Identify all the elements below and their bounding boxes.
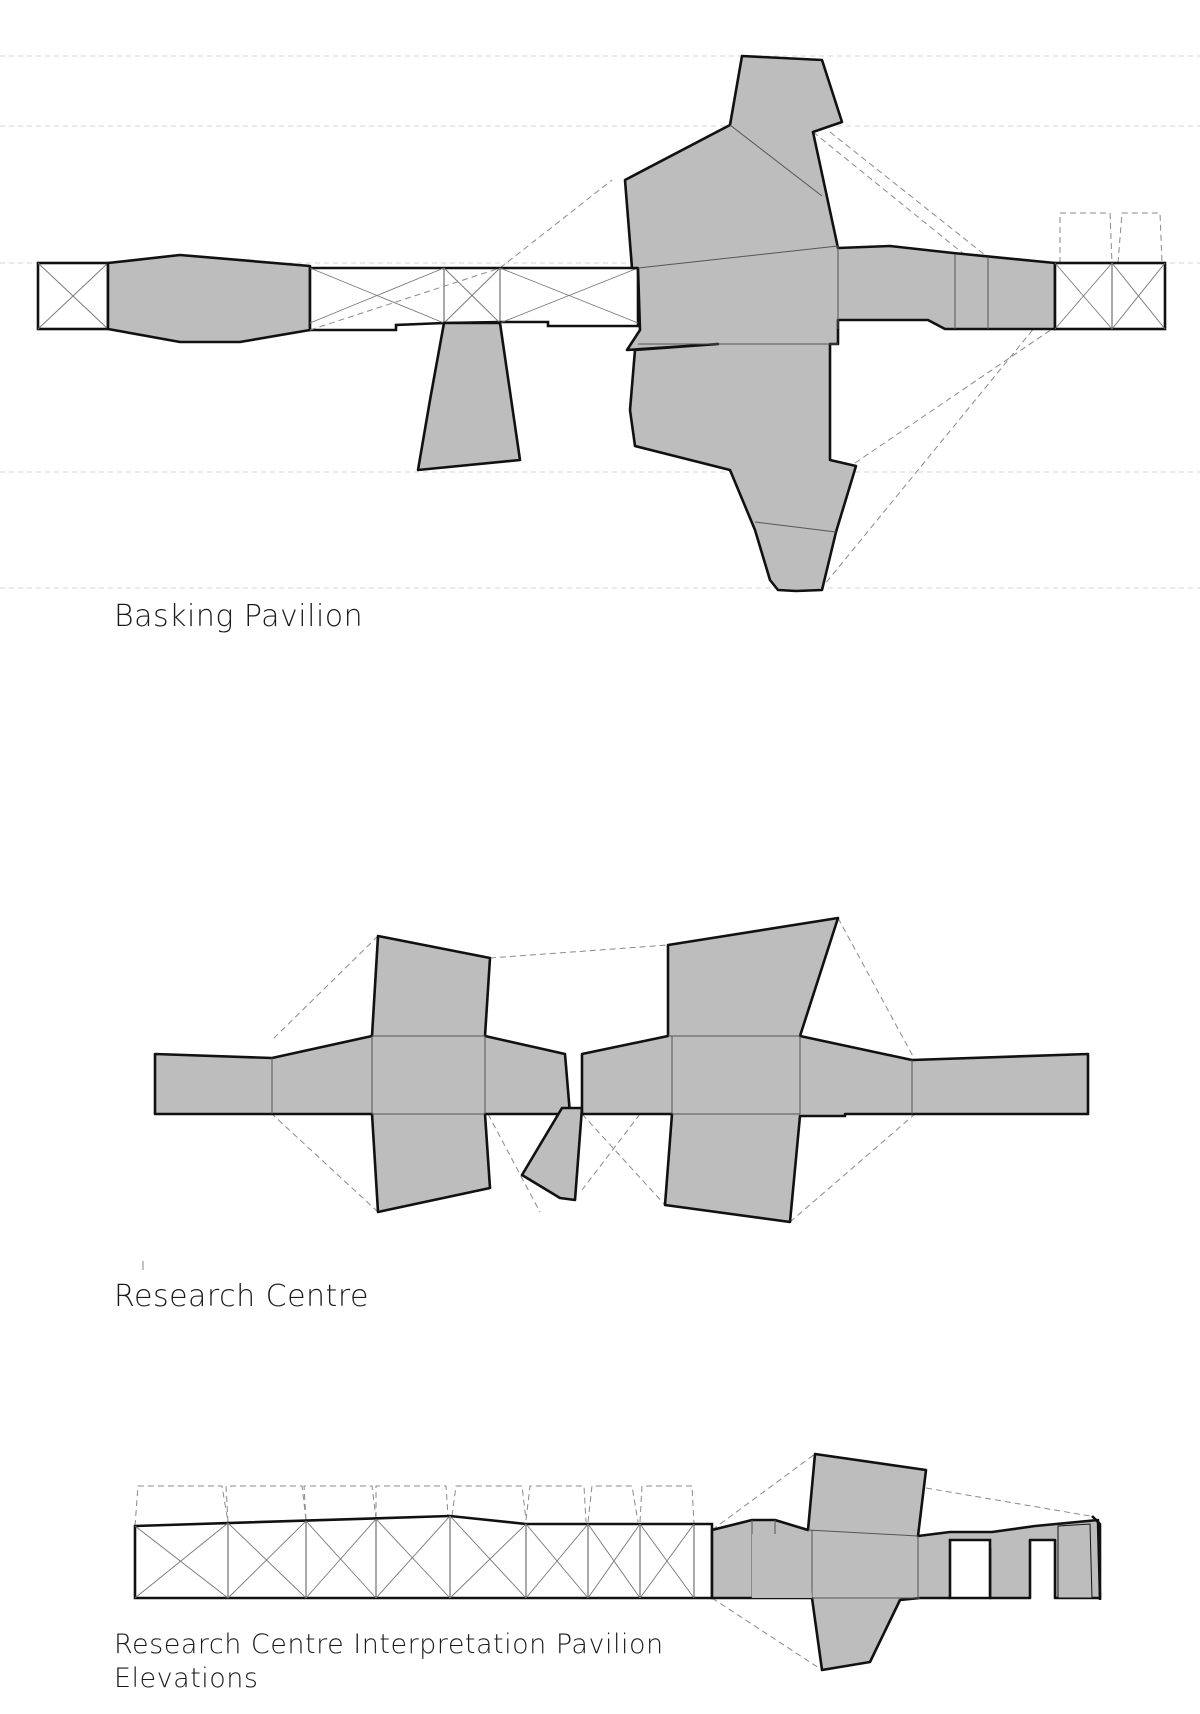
basking-pavilion-drawing [0,56,1200,591]
right-end-boxes [1055,263,1165,329]
right-cross-panel [582,918,1088,1222]
research-centre-label: Research Centre [114,1279,369,1314]
lower-hanging-panel [418,323,520,470]
left-cross-panel [155,936,570,1212]
central-strip [310,268,638,330]
elevations-label: Elevations [114,1663,259,1694]
central-cross-panel [625,56,1055,591]
elevation-frame [135,1516,712,1598]
central-hanging-panel [522,1108,582,1200]
research-centre-drawing [143,918,1088,1270]
basking-pavilion-label: Basking Pavilion [114,599,364,634]
interpretation-pavilion-label: Research Centre Interpretation Pavilion [114,1629,664,1660]
left-end-box [38,263,108,329]
left-panel [108,255,310,342]
